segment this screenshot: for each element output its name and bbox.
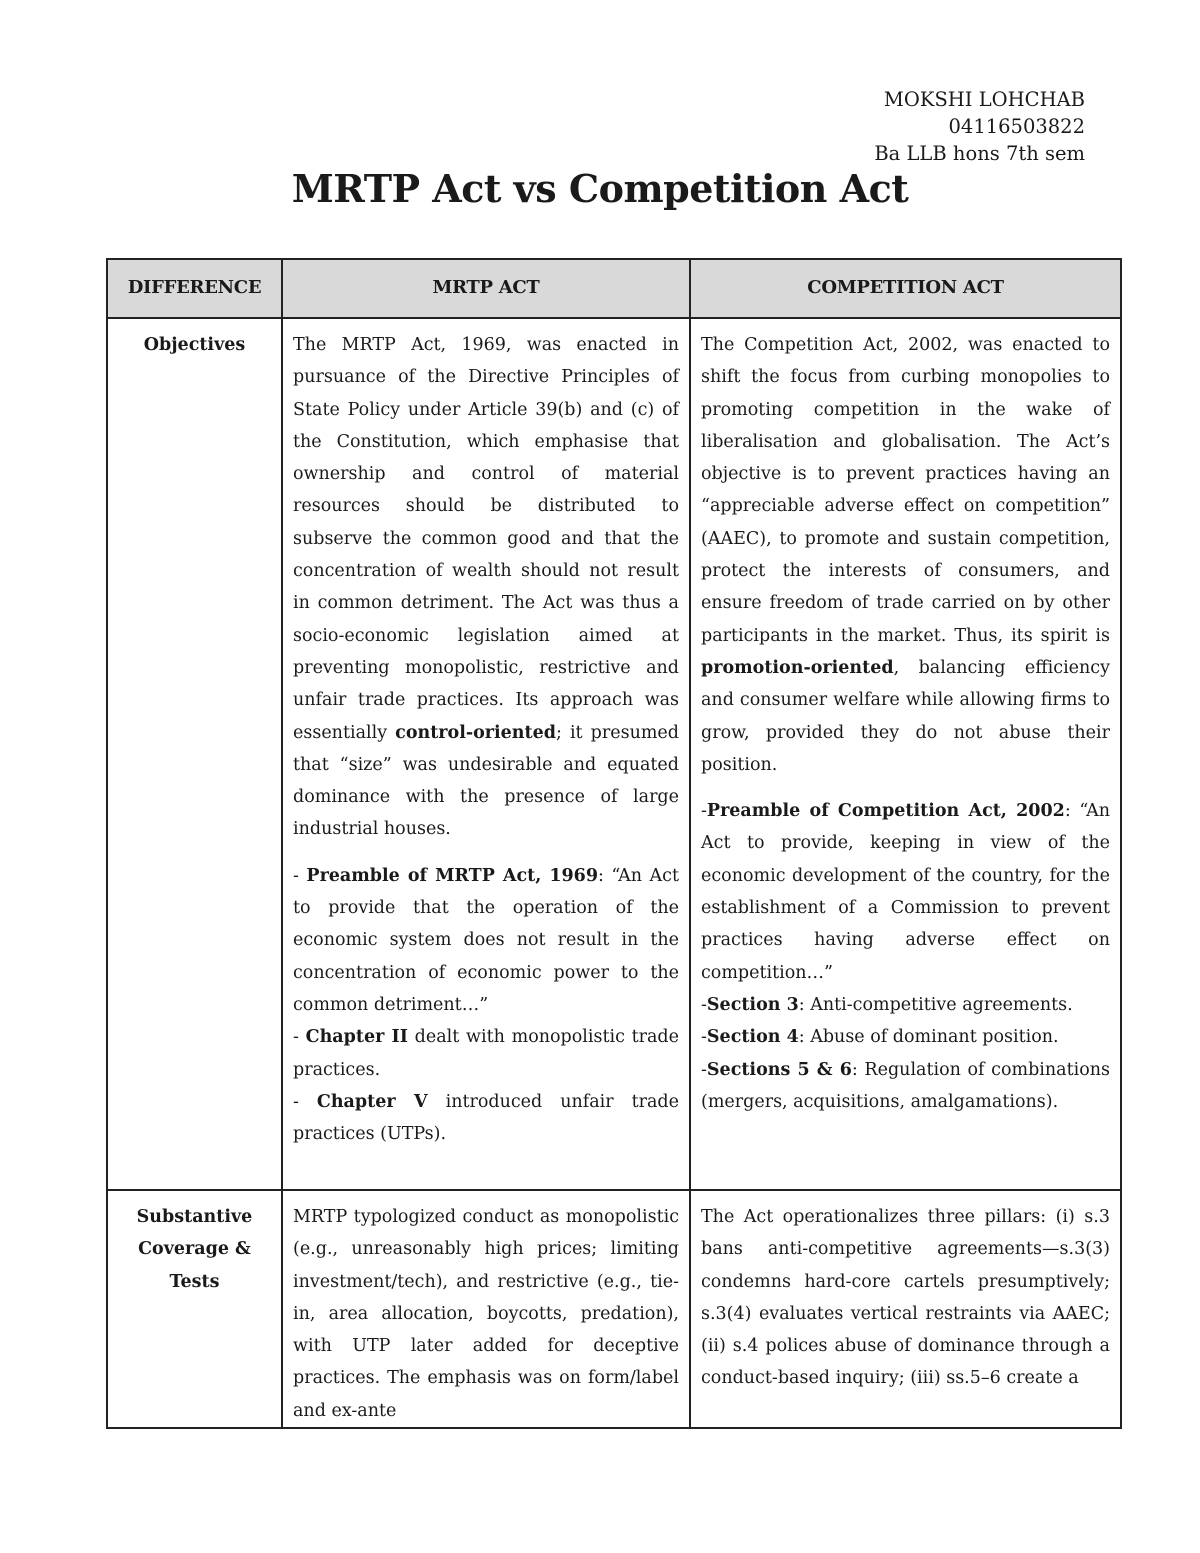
author-course: Ba LLB hons 7th sem <box>874 142 1085 165</box>
competition-section-3: -Section 3: Anti-competitive agreements. <box>701 994 1073 1015</box>
mrtp-objectives-cell <box>282 318 690 1190</box>
mrtp-coverage-cell: MRTP typologized conduct as monopolistic (e.g., unreasonably high prices; limiting investment/tech), and restrictive (e.g., tie-in, area allocation, boycotts, predation), with UTP later added for deceptive practices. The emphasis was on form/label and ex-ante <box>282 1190 690 1428</box>
author-block <box>874 86 1085 167</box>
competition-preamble: -Preamble of Competition Act, 2002: “An Act to provide, keeping in view of the economic development of the country, for the establishment of a Commission to prevent practices having adverse effect on competition…” <box>701 801 1111 983</box>
mrtp-objectives-paragraph: The MRTP Act, 1969, was enacted in pursuance of the Directive Principles of State Policy under Article 39(b) and (c) of the Constitution, which emphasise that ownership and control of material resources should be distributed to subserve the common good and that the concentration of wealth should not result in common detriment. The Act was thus a socio-economic legislation aimed at preventing monopolistic, restrictive and unfair trade practices. Its approach was essentially control-oriented; it presumed that “size” was undesirable and equated dominance with the presence of large industrial houses. <box>293 335 679 840</box>
competition-coverage-cell: The Act operationalizes three pillars: (i) s.3 bans anti-competitive agreements—s.3(3) condemns hard-core cartels presumptively; s.3(4) evaluates vertical restraints via AAEC; (ii) s.4 polices abuse of dominance through a conduct-based inquiry; (iii) ss.5–6 create a <box>690 1190 1121 1428</box>
row-label-substantive-coverage: Substantive Coverage & Tests <box>107 1190 282 1428</box>
header-difference: DIFFERENCE <box>107 259 282 318</box>
page-title: MRTP Act vs Competition Act <box>291 166 909 211</box>
author-roll-number: 04116503822 <box>948 115 1085 138</box>
competition-objectives-cell <box>690 318 1121 1190</box>
mrtp-chapter-v: - Chapter V introduced unfair trade practices (UTPs). <box>293 1091 679 1145</box>
table-header-row <box>107 259 1121 318</box>
author-name: MOKSHI LOHCHAB <box>883 88 1085 111</box>
mrtp-preamble: - Preamble of MRTP Act, 1969: “An Act to provide that the operation of the economic system does not result in the concentration of economic power to the common detriment…” <box>293 865 679 1015</box>
mrtp-chapter-ii: - Chapter II dealt with monopolistic trade practices. <box>293 1027 679 1080</box>
competition-objectives-paragraph: The Competition Act, 2002, was enacted to shift the focus from curbing monopolies to promoting competition in the wake of liberalisation and globalisation. The Act’s objective is to prevent practices having an “appreciable adverse effect on competition” (AAEC), to promote and sustain competition, protect the interests of consumers, and ensure freedom of trade carried on by other participants in the market. Thus, its spirit is promotion-oriented, balancing efficiency and consumer welfare while allowing firms to grow, provided they do not abuse their position. <box>701 335 1110 775</box>
table-row <box>107 1190 1121 1428</box>
competition-sections-5-6: -Sections 5 & 6: Regulation of combinations (mergers, acquisitions, amalgamations). <box>701 1059 1110 1112</box>
header-competition-act: COMPETITION ACT <box>690 259 1121 318</box>
comparison-table <box>106 258 1122 1429</box>
row-label-objectives: Objectives <box>107 318 282 1190</box>
competition-section-4: -Section 4: Abuse of dominant position. <box>701 1027 1059 1048</box>
header-mrtp-act: MRTP ACT <box>282 259 690 318</box>
table-row <box>107 318 1121 1190</box>
